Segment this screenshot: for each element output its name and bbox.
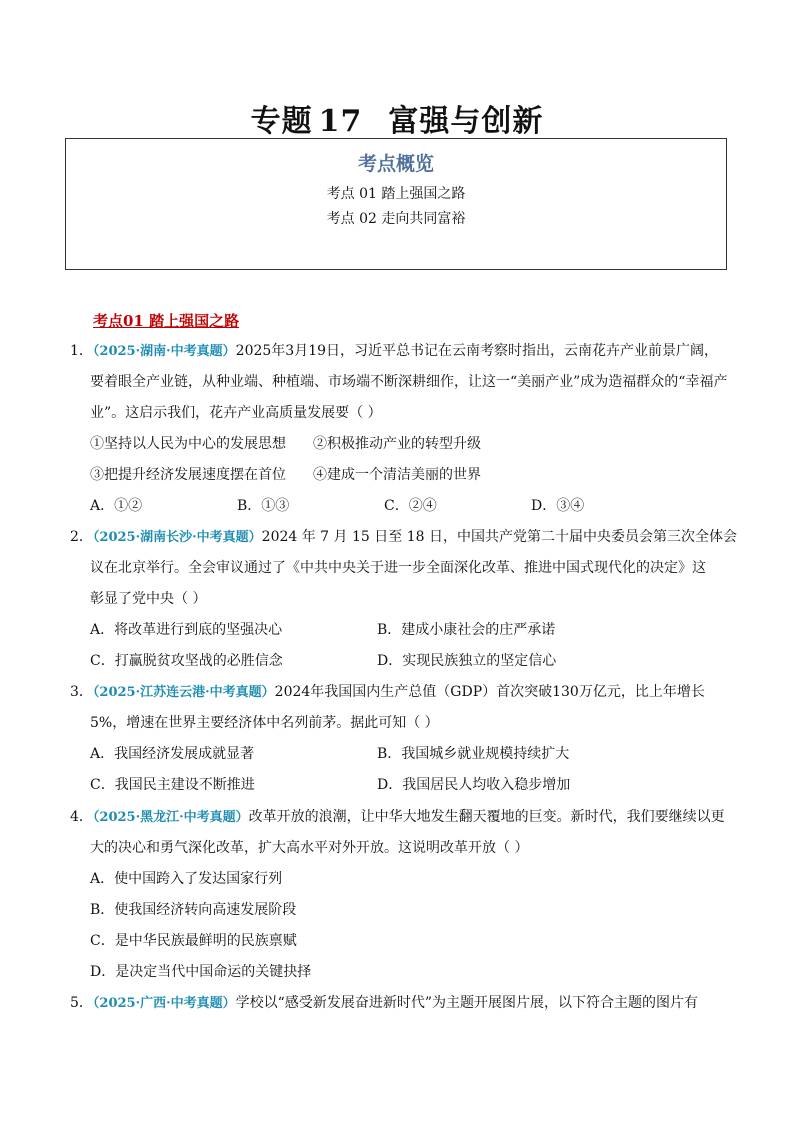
question-text: 5%，增速在世界主要经济体中名列前茅。据此可知（ ）	[90, 715, 439, 731]
question-number: 2．	[70, 529, 93, 545]
title-prefix: 专题	[250, 104, 313, 139]
option-d[interactable]: D．是决定当代中国命运的关键抉择	[90, 964, 312, 980]
option-b[interactable]: B．①③	[237, 498, 290, 514]
option-d[interactable]: D．实现民族独立的坚定信心	[377, 653, 557, 669]
question-4	[70, 802, 730, 988]
overview-item[interactable]: 考点 02 走向共同富裕	[326, 211, 466, 227]
title-topic: 富强与创新	[388, 104, 544, 139]
question-source: （2025·广西·中考真题）	[92, 996, 236, 1011]
question-line	[70, 336, 730, 367]
option-row	[70, 615, 730, 646]
question-text: 大的决心和勇气深化改革，扩大高水平对外开放。这说明改革开放（ ）	[90, 840, 529, 856]
question-source: （2025·江苏连云港·中考真题）	[92, 685, 275, 700]
question-source: （2025·黑龙江·中考真题）	[92, 810, 249, 825]
option-c[interactable]: C．我国民主建设不断推进	[90, 777, 255, 793]
question-line	[70, 988, 730, 1019]
overview-box	[65, 138, 727, 270]
option-a[interactable]: A．我国经济发展成就显著	[90, 746, 255, 762]
option-row	[70, 739, 730, 770]
question-text: 业”。这启示我们，花卉产业高质量发展要（ ）	[90, 405, 382, 421]
page-title	[0, 96, 794, 140]
option-c[interactable]: C．②④	[384, 498, 437, 514]
option-b[interactable]: B．建成小康社会的庄严承诺	[377, 622, 556, 638]
question-text: 2024 年 7 月 15 日至 18 日，中国共产党第二十届中央委员会第三次全体会	[261, 529, 737, 545]
question-text: 学校以“感受新发展奋进新时代”为主题开展图片展，以下符合主题的图片有	[235, 995, 698, 1011]
question-2	[70, 522, 737, 677]
statement: ②积极推动产业的转型升级	[313, 436, 481, 452]
question-number: 5．	[70, 995, 93, 1011]
overview-list	[66, 182, 726, 232]
option-a[interactable]: A．将改革进行到底的坚强决心	[90, 622, 283, 638]
overview-heading: 考点概览	[357, 153, 434, 175]
option-row	[70, 770, 730, 801]
question-number: 1．	[70, 343, 93, 359]
statement: ①坚持以人民为中心的发展思想	[90, 436, 286, 452]
statement: ③把提升经济发展速度摆在首位	[90, 467, 286, 483]
option-b[interactable]: B．使我国经济转向高速发展阶段	[90, 902, 297, 918]
question-text: 要着眼全产业链，从种业端、种植端、市场端不断深耕细作，让这一“美丽产业”成为造福群众的“幸福产	[90, 374, 728, 390]
statement: ④建成一个清洁美丽的世界	[313, 467, 481, 483]
question-line	[70, 522, 737, 553]
option-row	[70, 646, 730, 677]
option-a[interactable]: A．①②	[90, 498, 143, 514]
option-row	[70, 491, 730, 522]
statement-row	[70, 429, 730, 460]
question-text: 彰显了党中央（ ）	[90, 591, 207, 607]
question-source: （2025·湖南长沙·中考真题）	[92, 530, 262, 545]
question-source: （2025·湖南·中考真题）	[92, 344, 236, 359]
option-b[interactable]: B．我国城乡就业规模持续扩大	[377, 746, 570, 762]
overview-item[interactable]: 考点 01 踏上强国之路	[326, 186, 466, 202]
question-number: 4．	[70, 809, 93, 825]
question-text: 2025年3月19日，习近平总书记在云南考察时指出，云南花卉产业前景广阔，	[235, 343, 719, 359]
statement-row	[70, 460, 730, 491]
question-text: 改革开放的浪潮，让中华大地发生翻天覆地的巨变。新时代，我们要继续以更	[248, 809, 725, 825]
question-3	[70, 677, 730, 801]
question-number: 3．	[70, 684, 93, 700]
question-line	[70, 802, 730, 833]
section-heading[interactable]: 考点01 踏上强国之路	[93, 312, 240, 330]
option-d[interactable]: D．我国居民人均收入稳步增加	[377, 777, 571, 793]
question-text: 议在北京举行。全会审议通过了《中共中央关于进一步全面深化改革、推进中国式现代化的决定》这	[90, 560, 706, 576]
option-c[interactable]: C．打赢脱贫攻坚战的必胜信念	[90, 653, 283, 669]
question-5	[70, 988, 730, 1019]
question-1	[70, 336, 730, 522]
option-d[interactable]: D．③④	[531, 498, 585, 514]
option-c[interactable]: C．是中华民族最鲜明的民族禀赋	[90, 933, 297, 949]
question-text: 2024年我国国内生产总值（GDP）首次突破130万亿元，比上年增长	[274, 684, 705, 700]
question-line	[70, 677, 730, 708]
title-number: 17	[318, 104, 363, 139]
option-a[interactable]: A．使中国跨入了发达国家行列	[90, 871, 283, 887]
